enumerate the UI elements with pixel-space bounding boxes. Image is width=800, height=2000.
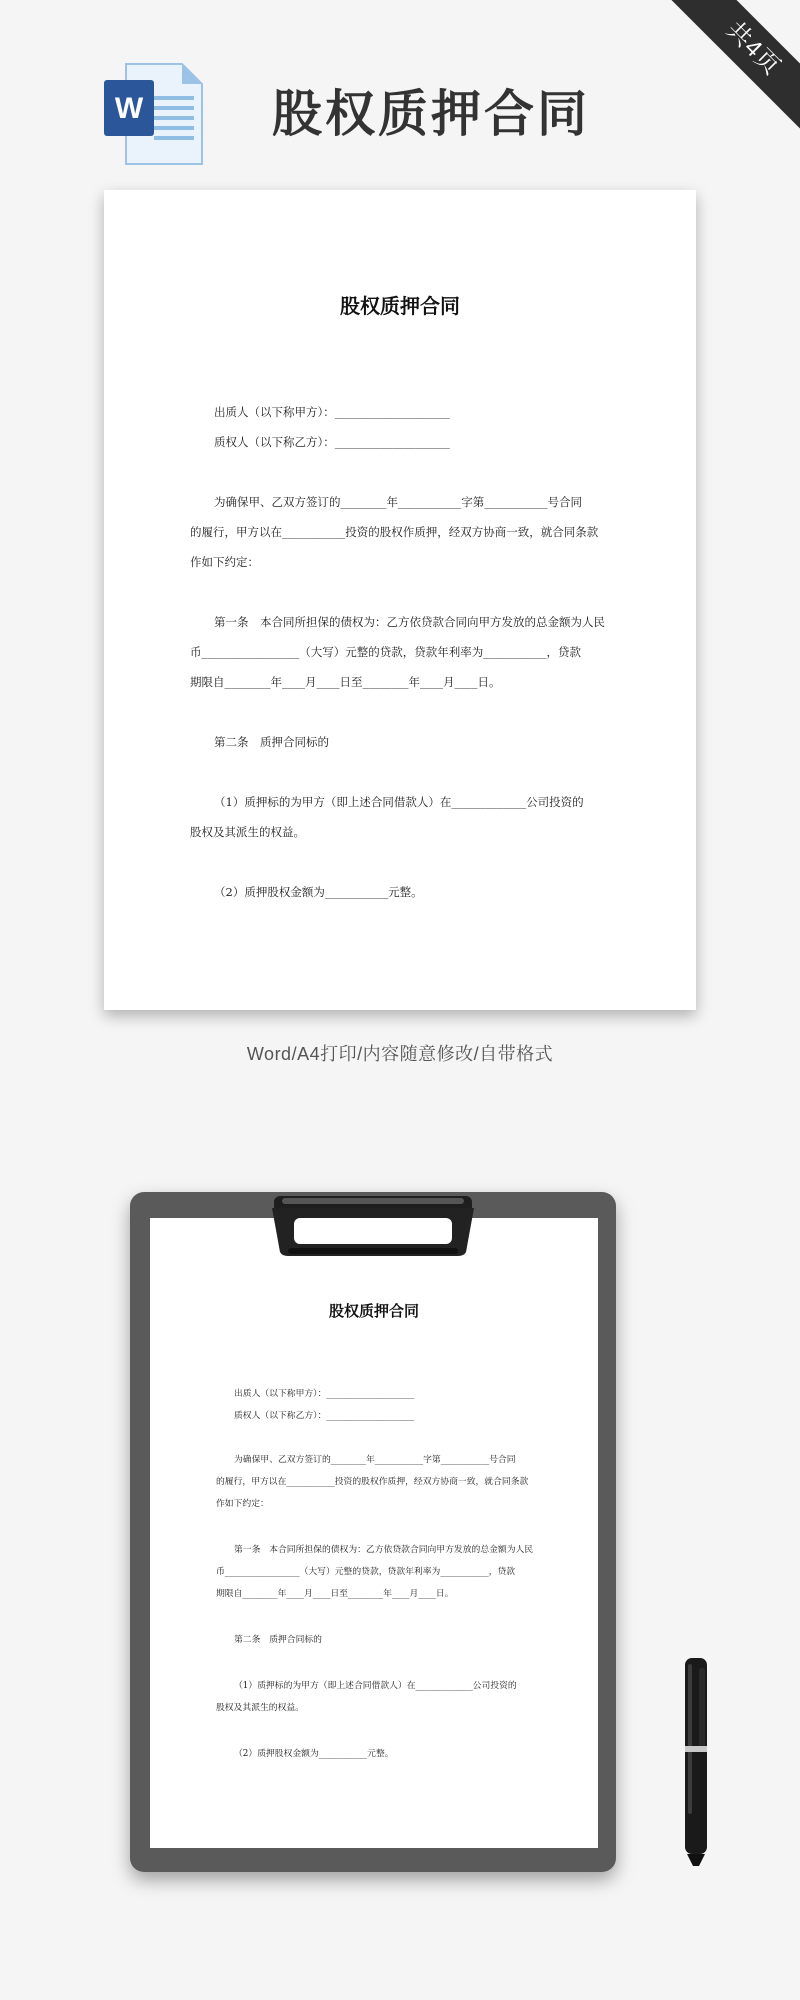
contract-title: 股权质押合同 [328, 1302, 419, 1320]
item-2-line: （2）质押股权金额为___________元整。 [234, 1749, 394, 1759]
page-title: 股权质押合同 [272, 85, 590, 143]
article-1-line: 期限自________年____月____日至________年____月____日。 [216, 1589, 454, 1599]
clipboard-clip-icon [268, 1194, 478, 1258]
intro-line: 的履行，甲方以在___________投资的股权作质押，经双方协商一致，就合同条款 [190, 525, 599, 539]
intro-line: 为确保甲、乙双方签订的________年___________字第___________号合同 [234, 1455, 516, 1465]
party-a-line: 出质人（以下称甲方）：____________________ [234, 1389, 415, 1399]
article-1-line: 币_________________（大写）元整的贷款，贷款年利率为___________，贷款 [216, 1567, 516, 1577]
party-b-line: 质权人（以下称乙方）：____________________ [234, 1411, 415, 1421]
page-count-label: 共4页 [670, 0, 800, 130]
item-1-line: （1）质押标的为甲方（即上述合同借款人）在_____________公司投资的 [214, 795, 584, 809]
contract-text [150, 1218, 598, 1848]
word-icon-letter: W [114, 92, 144, 125]
article-1-line: 第一条 本合同所担保的债权为：乙方依贷款合同向甲方发放的总金额为人民 [214, 615, 605, 629]
article-2-heading: 第二条 质押合同标的 [234, 1635, 322, 1645]
item-1-line: 股权及其派生的权益。 [190, 825, 305, 839]
contract-title: 股权质押合同 [340, 294, 460, 318]
intro-line: 为确保甲、乙双方签订的________年___________字第___________号合同 [214, 495, 582, 509]
item-1-line: 股权及其派生的权益。 [216, 1703, 304, 1713]
intro-line: 作如下约定： [216, 1499, 269, 1509]
item-2-line: （2）质押股权金额为___________元整。 [214, 885, 423, 899]
contract-text [104, 190, 696, 1010]
item-1-line: （1）质押标的为甲方（即上述合同借款人）在_____________公司投资的 [234, 1681, 517, 1691]
pen-icon [682, 1654, 710, 1868]
article-1-line: 第一条 本合同所担保的债权为：乙方依贷款合同向甲方发放的总金额为人民 [234, 1545, 534, 1555]
document-preview-page [104, 190, 696, 1010]
format-caption: Word/A4打印/内容随意修改/自带格式 [246, 1044, 554, 1064]
intro-line: 作如下约定： [190, 555, 259, 569]
page-count-ribbon [670, 0, 800, 130]
article-1-line: 期限自________年____月____日至________年____月____日。 [190, 675, 501, 689]
clipboard-page [150, 1218, 598, 1848]
intro-line: 的履行，甲方以在___________投资的股权作质押，经双方协商一致，就合同条款 [216, 1477, 529, 1487]
article-2-heading: 第二条 质押合同标的 [214, 735, 329, 749]
party-b-line: 质权人（以下称乙方）：____________________ [214, 435, 450, 449]
word-document-icon [104, 62, 204, 166]
article-1-line: 币_________________（大写）元整的贷款，贷款年利率为___________，贷款 [190, 645, 581, 659]
party-a-line: 出质人（以下称甲方）：____________________ [214, 405, 450, 419]
